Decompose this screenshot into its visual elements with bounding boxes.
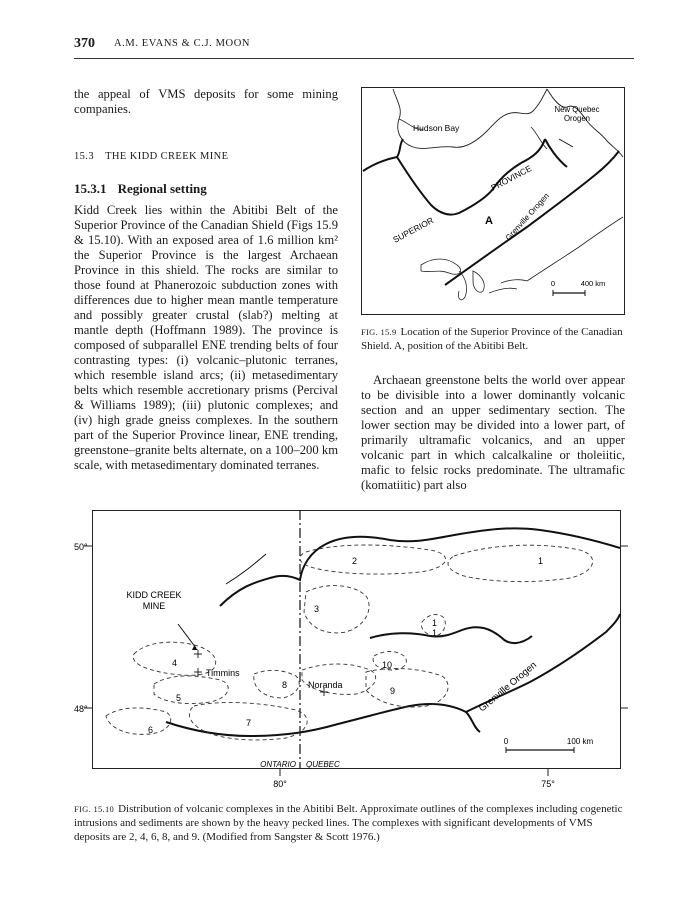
complex-9-label: 9 xyxy=(390,686,396,696)
superior-label: SUPERIOR xyxy=(391,215,436,245)
scale-max-label: 400 km xyxy=(580,279,606,288)
figure-15-10-caption xyxy=(74,802,630,844)
timmins-label: Timmins xyxy=(206,668,240,678)
complex-4-label: 4 xyxy=(172,658,178,668)
section-number: 15.3 xyxy=(74,151,94,162)
hudson-bay-coast xyxy=(393,89,547,148)
complex-8-outline xyxy=(254,670,299,698)
grenville-orogen-label: Grenville Orogen xyxy=(503,191,551,243)
ontario-label: ONTARIO xyxy=(260,760,296,769)
belt-boundary-north xyxy=(220,528,620,606)
complex-1b-label: 1 xyxy=(432,618,438,628)
position-a-label: A xyxy=(485,215,493,227)
subsection-number: 15.3.1 xyxy=(74,181,107,196)
scale-max-label: 100 km xyxy=(566,737,594,746)
noranda-label: Noranda xyxy=(308,680,343,690)
figure-15-10-caption-text: Distribution of volcanic complexes in the Abitibi Belt. Approximate outlines of the complexes including cogenetic intrusions and sediments are shown by the heavy pecked lines. The complexes with significant developments of VMS deposits are 2, 4, 6, 8, and 9. (Modified from Sangster & Scott 1976.) xyxy=(74,803,623,843)
complex-5-outline xyxy=(154,676,228,704)
subsection-title: Regional setting xyxy=(117,181,207,196)
complex-1c-label: 1 xyxy=(432,628,438,638)
hudson-bay-label: Hudson Bay xyxy=(413,123,460,133)
figure-15-10-label: FIG. 15.10 xyxy=(74,804,115,814)
left-column xyxy=(74,87,338,473)
scale-zero-label: 0 xyxy=(550,279,556,288)
section-title: THE KIDD CREEK MINE xyxy=(105,151,229,162)
complex-8-label: 8 xyxy=(282,680,288,690)
kidd-creek-pointer xyxy=(178,624,196,648)
province-label: PROVINCE xyxy=(489,163,534,193)
figure-15-9-label: FIG. 15.9 xyxy=(361,327,397,337)
regional-setting-paragraph: Kidd Creek lies within the Abitibi Belt of the Superior Province of the Canadian Shield (Figs 15.9 & 15.10). With an exposed area of 1.6 million km² the Superior Province is the largest Archaean Province in this shield. The rocks are similar to those found at Phanerozoic subduction zones with differences due to higher mean mantle temperature and possibly greater crustal (slab?) melting at mantle depth (Hoffmann 1989). The province is composed of subparallel ENE trending belts of four contrasting types: (i) volcanic–plutonic terranes, which resemble island arcs; (ii) metasedimentary belts which resemble accretionary prisms (Percival & Williams 1989); (iii) plutonic complexes; and (iv) high grade gneiss complexes. In the southern part of the Superior Province linear, ENE trending, greenstone–granite belts alternate, on a 100–200 km scale, with metasedimentary dominated terranes. xyxy=(74,203,338,472)
complex-2-label: 2 xyxy=(352,556,358,566)
superior-north-boundary-west xyxy=(363,139,403,171)
lon-75-label: 75° xyxy=(541,779,555,789)
lake-erie xyxy=(489,288,517,293)
complex-6-outline xyxy=(106,708,171,734)
lake-ontario xyxy=(501,280,527,283)
page-number: 370 xyxy=(74,36,95,51)
figure-15-9-caption xyxy=(361,325,625,353)
right-column xyxy=(361,373,625,493)
lake-huron xyxy=(473,271,484,292)
belt-boundary-south xyxy=(166,704,480,736)
new-quebec-label-line1: New Quebec xyxy=(554,105,600,114)
new-quebec-pointer xyxy=(559,139,573,147)
quebec-label: QUEBEC xyxy=(306,760,340,769)
running-head-authors: A.M. EVANS & C.J. MOON xyxy=(114,38,251,49)
running-head xyxy=(74,36,634,59)
grenville-orogen-label: Grenville Orogen xyxy=(476,659,539,715)
new-quebec-orogen-boundary xyxy=(545,139,567,167)
lon-80-label: 80° xyxy=(273,779,287,789)
belt-boundary-middle xyxy=(370,627,532,643)
map-frame xyxy=(93,511,621,769)
complex-7-label: 7 xyxy=(246,718,252,728)
kidd-creek-label-line2: MINE xyxy=(142,601,166,611)
complex-3-label: 3 xyxy=(314,604,320,614)
complex-1-outline xyxy=(448,545,593,581)
complex-5-label: 5 xyxy=(176,693,182,703)
ungava-bay-coast xyxy=(531,127,547,149)
figure-15-9-map xyxy=(361,87,625,315)
scale-zero-label: 0 xyxy=(503,737,509,746)
complex-9-outline xyxy=(366,669,448,708)
lat-48-label: 48° xyxy=(74,704,88,714)
new-quebec-label-line2: Orogen xyxy=(563,114,591,123)
lat-50-label: 50° xyxy=(74,542,88,552)
subsection-heading xyxy=(74,178,338,197)
lake-superior xyxy=(421,259,461,274)
northwest-fault xyxy=(226,554,266,584)
figure-15-10-map xyxy=(70,506,630,794)
figure-15-9-caption-text: Location of the Superior Province of the Canadian Shield. A, position of the Abitibi Belt. xyxy=(361,326,623,352)
ungava-coast xyxy=(547,89,623,157)
kidd-creek-label-line1: KIDD CREEK xyxy=(126,590,182,600)
st-lawrence-river xyxy=(527,217,623,281)
complex-1-label: 1 xyxy=(538,556,544,566)
section-heading xyxy=(74,144,338,163)
complex-6-label: 6 xyxy=(148,725,154,735)
complex-10-label: 10 xyxy=(382,660,393,670)
intro-paragraph: the appeal of VMS deposits for some mining companies. xyxy=(74,87,338,116)
greenstone-paragraph: Archaean greenstone belts the world over appear to be divisible into a lower dominantly volcanic section and an upper sedimentary section. The lower section may be divided into a lower part, of primarily ultramafic volcanics, and an upper volcanic part in which calcalkaline or tholeiitic, mafic to felsic rocks predominate. The ultramafic (komatiitic) part also xyxy=(361,373,625,492)
complex-2-outline xyxy=(300,545,446,574)
